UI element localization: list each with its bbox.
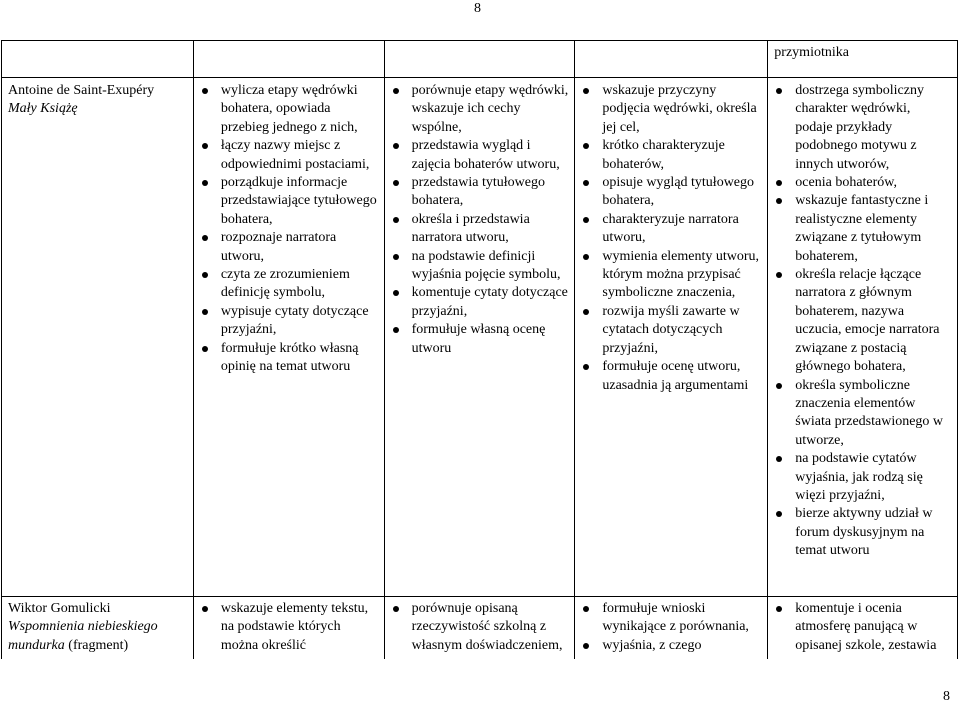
bullet-list [581,600,761,655]
requirements-cell [575,597,768,660]
continued-text: przymiotnika [774,45,849,60]
list-item: wskazuje elementy tekstu, na podstawie których można określić [200,600,378,655]
list-item: wylicza etapy wędrówki bohatera, opowiada przebieg jednego z nich, [200,82,378,137]
list-item: krótko charakteryzuje bohaterów, [581,137,761,174]
requirements-cell [384,78,575,597]
list-item: wypisuje cytaty dotyczące przyjaźni, [200,303,378,340]
list-item: wskazuje fantastyczne i realistyczne elementy związane z tytułowym bohaterem, [774,192,951,266]
page-number-bottom: 8 [943,689,950,704]
work-title: Wspomnienia niebieskiego mundurka (fragment) [8,619,158,653]
requirements-cell [193,78,384,597]
requirements-table [1,40,958,659]
list-item: przedstawia tytułowego bohatera, [391,174,569,211]
list-item: formułuje krótko własną opinię na temat utworu [200,340,378,377]
list-item: określa symboliczne znaczenia elementów świata przedstawionego w utworze, [774,377,951,451]
list-item: komentuje cytaty dotyczące przyjaźni, [391,284,569,321]
list-item: formułuje ocenę utworu, uzasadnia ją argumentami [581,358,761,395]
bullet-list [391,82,569,358]
list-item: rozwija myśli zawarte w cytatach dotyczących przyjaźni, [581,303,761,358]
work-cell [2,597,194,660]
list-item: porządkuje informacje przedstawiające tytułowego bohatera, [200,174,378,229]
table-cell [768,41,958,78]
table-row [2,597,958,660]
list-item: formułuje własną ocenę utworu [391,321,569,358]
work-author: Wiktor Gomulicki [8,601,111,616]
list-item: charakteryzuje narratora utworu, [581,211,761,248]
table-cell [575,41,768,78]
list-item: określa relacje łączące narratora z głównym bohaterem, nazywa uczucia, emocje narratora związane z postacią głównego bohatera, [774,266,951,376]
list-item: wskazuje przyczyny podjęcia wędrówki, określa jej cel, [581,82,761,137]
requirements-cell [193,597,384,660]
requirements-cell [575,78,768,597]
bullet-list [774,600,951,655]
requirements-cell [384,597,575,660]
list-item: bierze aktywny udział w forum dyskusyjnym na temat utworu [774,505,951,560]
list-item: ocenia bohaterów, [774,174,951,192]
list-item: określa i przedstawia narratora utworu, [391,211,569,248]
work-author: Antoine de Saint-Exupéry [8,83,155,98]
list-item: wyjaśnia, z czego [581,637,761,655]
work-title: Mały Książę [8,101,78,117]
table-row [2,78,958,597]
list-item: dostrzega symboliczny charakter wędrówki, podaje przykłady podobnego motywu z innych utworów, [774,82,951,174]
list-item: na podstawie definicji wyjaśnia pojęcie symbolu, [391,248,569,285]
requirements-cell [768,597,958,660]
list-item: porównuje etapy wędrówki, wskazuje ich cechy wspólne, [391,82,569,137]
bullet-list [391,600,569,655]
table-row [2,41,958,78]
list-item: opisuje wygląd tytułowego bohatera, [581,174,761,211]
list-item: na podstawie cytatów wyjaśnia, jak rodzą się więzi przyjaźni, [774,450,951,505]
list-item: czyta ze zrozumieniem definicję symbolu, [200,266,378,303]
table-cell [2,41,194,78]
list-item: przedstawia wygląd i zajęcia bohaterów utworu, [391,137,569,174]
list-item: porównuje opisaną rzeczywistość szkolną z własnym doświadczeniem, [391,600,569,655]
page-number-top: 8 [474,1,481,16]
list-item: wymienia elementy utworu, którym można przypisać symboliczne znaczenia, [581,248,761,303]
bullet-list [200,82,378,377]
work-cell [2,78,194,597]
bullet-list [200,600,378,655]
list-item: formułuje wnioski wynikające z porównania, [581,600,761,637]
list-item: komentuje i ocenia atmosferę panującą w opisanej szkole, zestawia [774,600,951,655]
list-item: rozpoznaje narratora utworu, [200,229,378,266]
requirements-cell [768,78,958,597]
list-item: łączy nazwy miejsc z odpowiednimi postaciami, [200,137,378,174]
bullet-list [774,82,951,561]
table-cell [193,41,384,78]
bullet-list [581,82,761,395]
table-cell [384,41,575,78]
